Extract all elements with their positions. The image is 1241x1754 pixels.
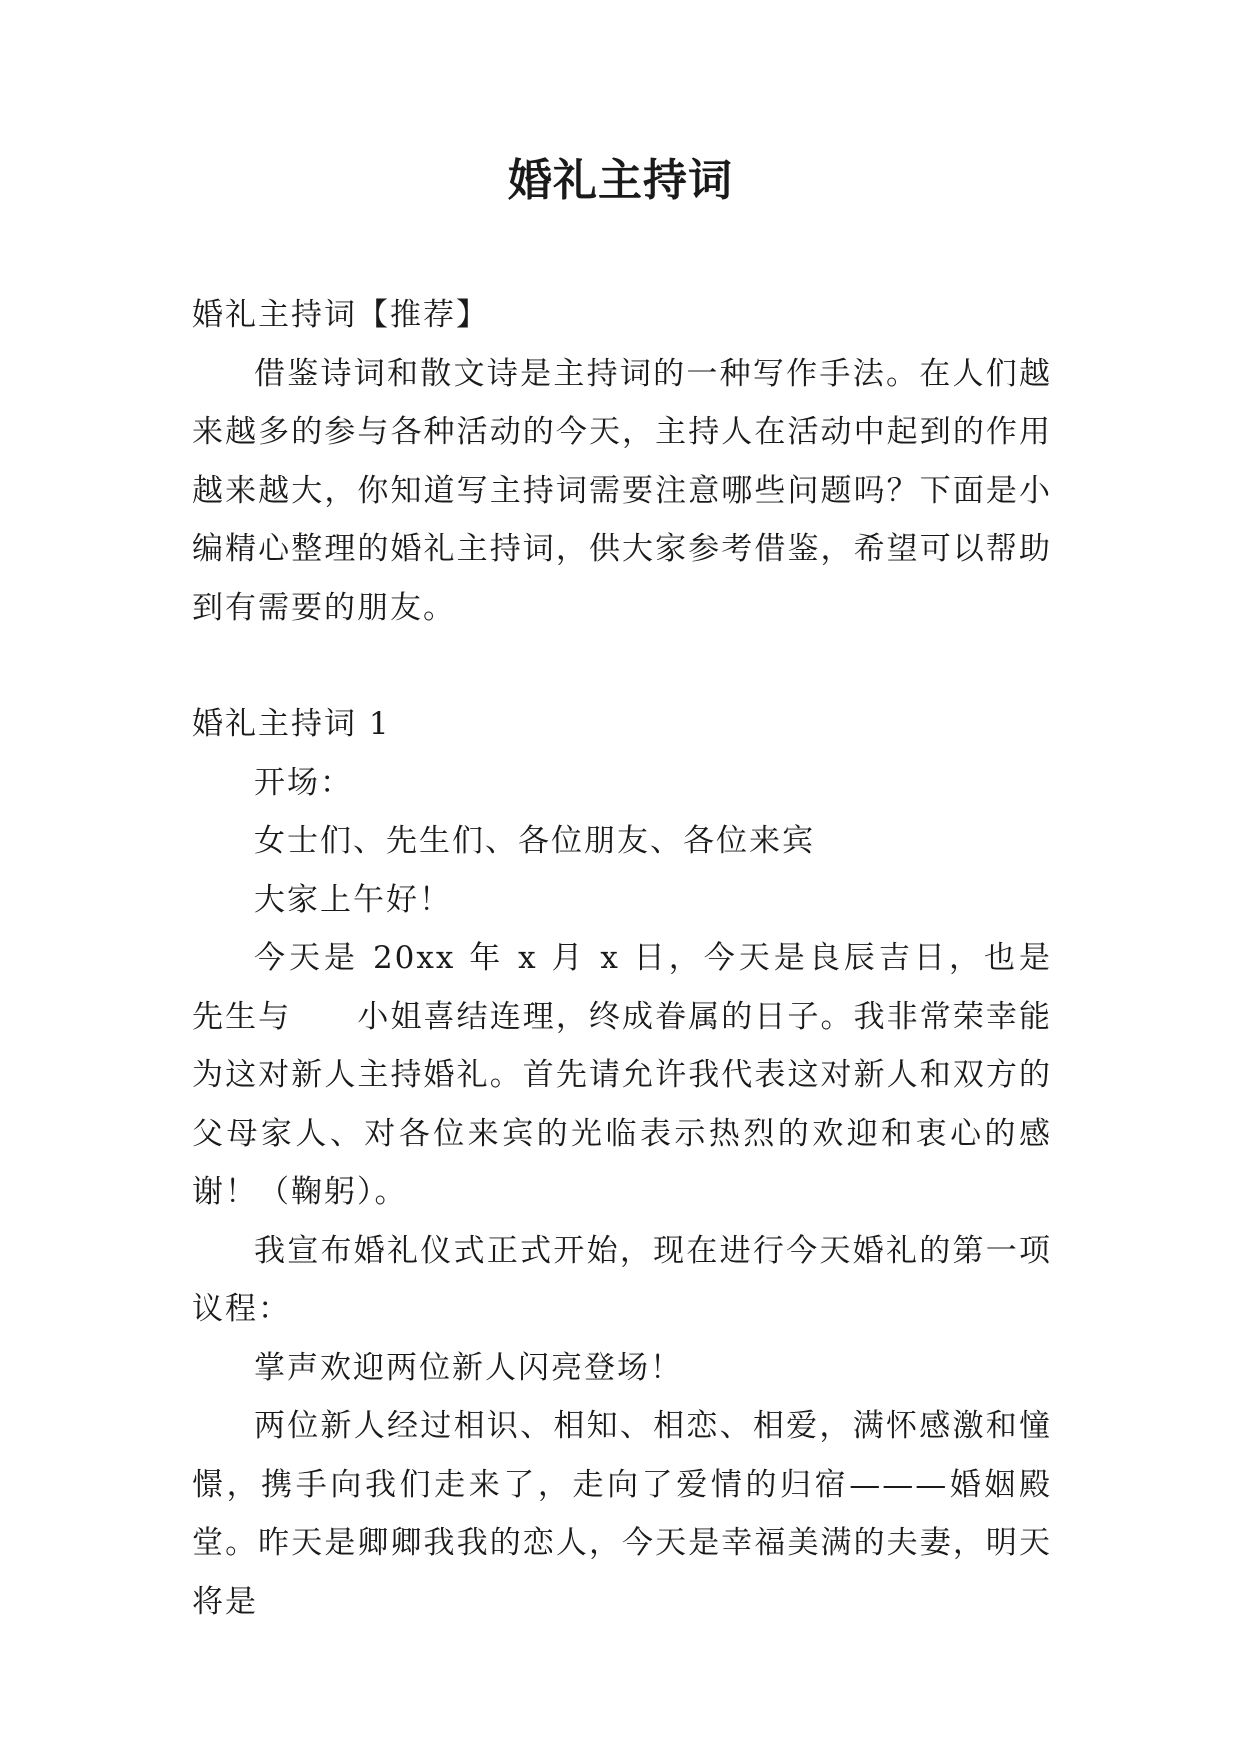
document-body (192, 286, 1118, 1631)
paragraph-applause: 掌声欢迎两位新人闪亮登场！ (254, 1349, 683, 1386)
paragraph-greeting: 大家上午好！ (254, 881, 452, 918)
document-title: 婚礼主持词 (508, 155, 733, 206)
paragraph-date-welcome: 今天是 20xx 年 x 月 x 日，今天是良辰吉日，也是 先生与 小姐喜结连理，终成眷属的日子。我非常荣幸能为这对新人主持婚礼。首先请允许我代表这对新人和双方的父母家人、对各位来宾的光临表示热烈的欢迎和衷心的感谢！（鞠躬）。 (192, 940, 1118, 1210)
subtitle-line: 婚礼主持词【推荐】 (192, 297, 489, 333)
intro-paragraph: 借鉴诗词和散文诗是主持词的一种写作手法。在人们越来越多的参与各种活动的今天，主持人在活动中起到的作用越来越大，你知道写主持词需要注意哪些问题吗？下面是小编精心整理的婚礼主持词，供大家参考借鉴，希望可以帮助到有需要的朋友。 (192, 355, 1052, 626)
section-heading: 婚礼主持词 1 (192, 706, 391, 742)
paragraph-couple-entrance: 两位新人经过相识、相知、相恋、相爱，满怀感激和憧憬，携手向我们走来了，走向了爱情的归宿———婚姻殿堂。昨天是卿卿我我的恋人，今天是幸福美满的夫妻，明天将是 (192, 1408, 1052, 1620)
paragraph-opening: 开场： (254, 764, 353, 801)
paragraph-salutation: 女士们、先生们、各位朋友、各位来宾 (254, 823, 815, 859)
paragraph-ceremony-start: 我宣布婚礼仪式正式开始，现在进行今天婚礼的第一项议程： (192, 1232, 1052, 1327)
